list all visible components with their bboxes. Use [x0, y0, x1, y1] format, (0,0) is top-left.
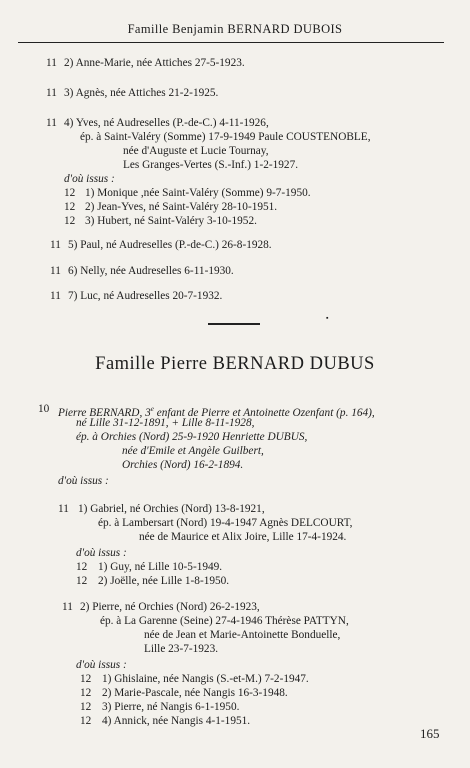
entry-paul: 5) Paul, né Audreselles (P.-de-C.) 26-8-1928. — [68, 239, 272, 251]
entry-annick: 4) Annick, née Nangis 4-1-1951. — [102, 715, 251, 727]
issus-label: d'où issus : — [76, 547, 127, 559]
entry-hubert: 3) Hubert, né Saint-Valéry 3-10-1952. — [85, 215, 257, 227]
head-line: Pierre BERNARD, 3e enfant de Pierre et Antoinette Ozenfant (p. 164), — [58, 405, 375, 419]
entry-pierre-line: née de Jean et Marie-Antoinette Bonduelle, — [144, 629, 341, 641]
gen-number: 11 — [46, 87, 57, 99]
entry-guy: 1) Guy, né Lille 10-5-1949. — [98, 561, 223, 573]
header-rule — [18, 42, 444, 43]
head-line: ép. à Orchies (Nord) 25-9-1920 Henriette DUBUS, — [76, 431, 308, 443]
running-header: Famille Benjamin BERNARD DUBOIS — [127, 22, 343, 36]
gen-number: 11 — [62, 601, 73, 613]
gen-number: 11 — [46, 117, 57, 129]
gen-number: 11 — [50, 265, 61, 277]
gen-number: 12 — [64, 215, 76, 227]
gen-number: 12 — [80, 673, 92, 685]
entry-pierre-line: 2) Pierre, né Orchies (Nord) 26-2-1923, — [80, 601, 260, 613]
entry-yves-line: Les Granges-Vertes (S.-Inf.) 1-2-1927. — [123, 159, 299, 171]
entry-jean-yves: 2) Jean-Yves, né Saint-Valéry 28-10-1951. — [85, 201, 278, 213]
gen-number: 12 — [64, 201, 76, 213]
page-number: 165 — [420, 726, 440, 741]
entry-joelle: 2) Joëlle, née Lille 1-8-1950. — [98, 575, 230, 587]
entry-yves-line: 4) Yves, né Audreselles (P.-de-C.) 4-11-1926, — [64, 117, 269, 129]
entry-gabriel-line: ép. à Lambersart (Nord) 19-4-1947 Agnès DELCOURT, — [98, 517, 353, 529]
gen-number: 12 — [64, 187, 76, 199]
entry-ghislaine: 1) Ghislaine, née Nangis (S.-et-M.) 7-2-1947. — [102, 673, 309, 685]
head-line: Orchies (Nord) 16-2-1894. — [122, 459, 244, 471]
head-line: né Lille 31-12-1891, + Lille 8-11-1928, — [76, 417, 255, 429]
gen-number: 12 — [76, 575, 88, 587]
gen-number: 10 — [38, 403, 50, 415]
entry-nelly: 6) Nelly, née Audreselles 6-11-1930. — [68, 265, 234, 277]
gen-number: 12 — [80, 687, 92, 699]
section-separator — [208, 323, 260, 325]
entry-yves-line: ép. à Saint-Valéry (Somme) 17-9-1949 Paule COUSTENOBLE, — [80, 131, 371, 143]
print-speck: ▪ — [326, 314, 329, 322]
entry-yves-line: née d'Auguste et Lucie Tournay, — [123, 145, 269, 157]
entry-pierre-line: ép. à La Garenne (Seine) 27-4-1946 Thérèse PATTYN, — [100, 615, 349, 627]
head-line: née d'Emile et Angèle Guilbert, — [122, 445, 264, 457]
issus-label: d'où issus : — [58, 475, 109, 487]
section-title: Famille Pierre BERNARD DUBUS — [95, 354, 375, 374]
issus-label: d'où issus : — [76, 659, 127, 671]
gen-number: 12 — [80, 701, 92, 713]
entry-pierre-line: Lille 23-7-1923. — [144, 643, 219, 655]
issus-label: d'où issus : — [64, 173, 115, 185]
entry-gabriel-line: 1) Gabriel, né Orchies (Nord) 13-8-1921, — [78, 503, 265, 515]
entry-agnes: 3) Agnès, née Attiches 21-2-1925. — [64, 87, 219, 99]
gen-number: 11 — [46, 57, 57, 69]
entry-luc: 7) Luc, né Audreselles 20-7-1932. — [68, 290, 223, 302]
entry-monique: 1) Monique ,née Saint-Valéry (Somme) 9-7-1950. — [85, 187, 311, 199]
entry-gabriel-line: née de Maurice et Alix Joire, Lille 17-4-1924. — [139, 531, 347, 543]
gen-number: 11 — [58, 503, 69, 515]
gen-number: 11 — [50, 290, 61, 302]
gen-number: 11 — [50, 239, 61, 251]
entry-pierre-son: 3) Pierre, né Nangis 6-1-1950. — [102, 701, 240, 713]
entry-marie-pascale: 2) Marie-Pascale, née Nangis 16-3-1948. — [102, 687, 288, 699]
gen-number: 12 — [80, 715, 92, 727]
entry-anne-marie: 2) Anne-Marie, née Attiches 27-5-1923. — [64, 57, 245, 69]
gen-number: 12 — [76, 561, 88, 573]
